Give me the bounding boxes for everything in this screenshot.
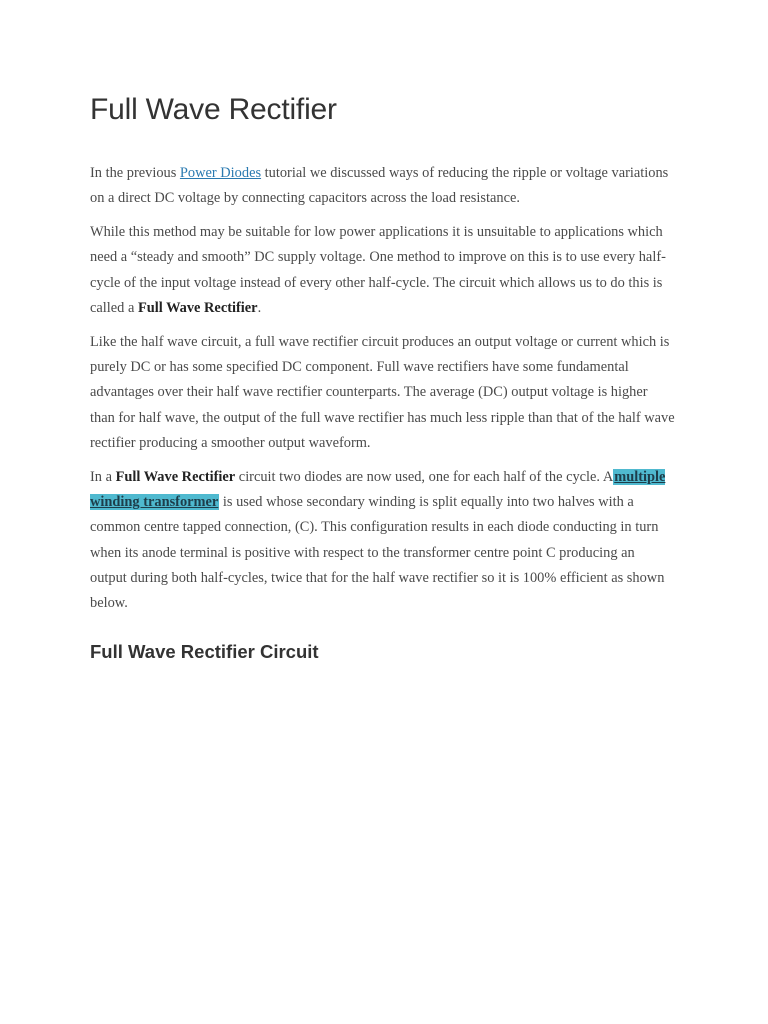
intro-paragraph xyxy=(90,161,675,212)
multiple-winding-transformer-link[interactable]: multiple winding transformer xyxy=(90,468,666,511)
advantages-paragraph: Like the half wave circuit, a full wave rectifier circuit produces an output voltage or current which is purely DC or has some specified DC component. Full wave rectifiers have some fundamental advantages over their half wave rectifier counterparts. The average (DC) output voltage is higher than for half wave, the output of the full wave rectifier has much less ripple than that of the half wave rectifier producing a smoother output waveform. xyxy=(90,333,675,451)
power-diodes-link[interactable]: Power Diodes xyxy=(179,165,262,181)
page-title: Full Wave Rectifier xyxy=(90,93,337,126)
section-heading: Full Wave Rectifier Circuit xyxy=(90,640,319,662)
intro-text-before: In the previous xyxy=(90,165,180,181)
circuit-paragraph xyxy=(90,465,675,617)
full-wave-rectifier-term: Full Wave Rectifier xyxy=(137,299,258,316)
full-wave-rectifier-term-2: Full Wave Rectifier xyxy=(115,468,236,485)
circuit-text-middle: circuit two diodes are now used, one for each half of the cycle. A xyxy=(235,468,614,485)
method-text-end: . xyxy=(257,299,262,316)
intro-text-after: tutorial we discussed ways of reducing the ripple or voltage variations on a direct DC voltage by connecting capacitors across the load resistance. xyxy=(90,165,669,207)
method-text: While this method may be suitable for low power applications it is unsuitable to applications which need a “steady and smooth” DC supply voltage. One method to improve on this is to use every half-cycle of the input voltage instead of every other half-cycle. The circuit which allows us to do this is called a xyxy=(90,224,666,316)
article xyxy=(90,88,675,665)
method-paragraph xyxy=(90,220,675,321)
circuit-text-before: In a xyxy=(90,468,116,485)
circuit-text-after: is used whose secondary winding is split equally into two halves with a common centre tapped connection, (C). This configuration results in each diode conducting in turn when its anode terminal is positive with respect to the transformer centre point C producing an output during both half-cycles, twice that for the half wave rectifier so it is 100% efficient as shown below. xyxy=(90,494,665,612)
